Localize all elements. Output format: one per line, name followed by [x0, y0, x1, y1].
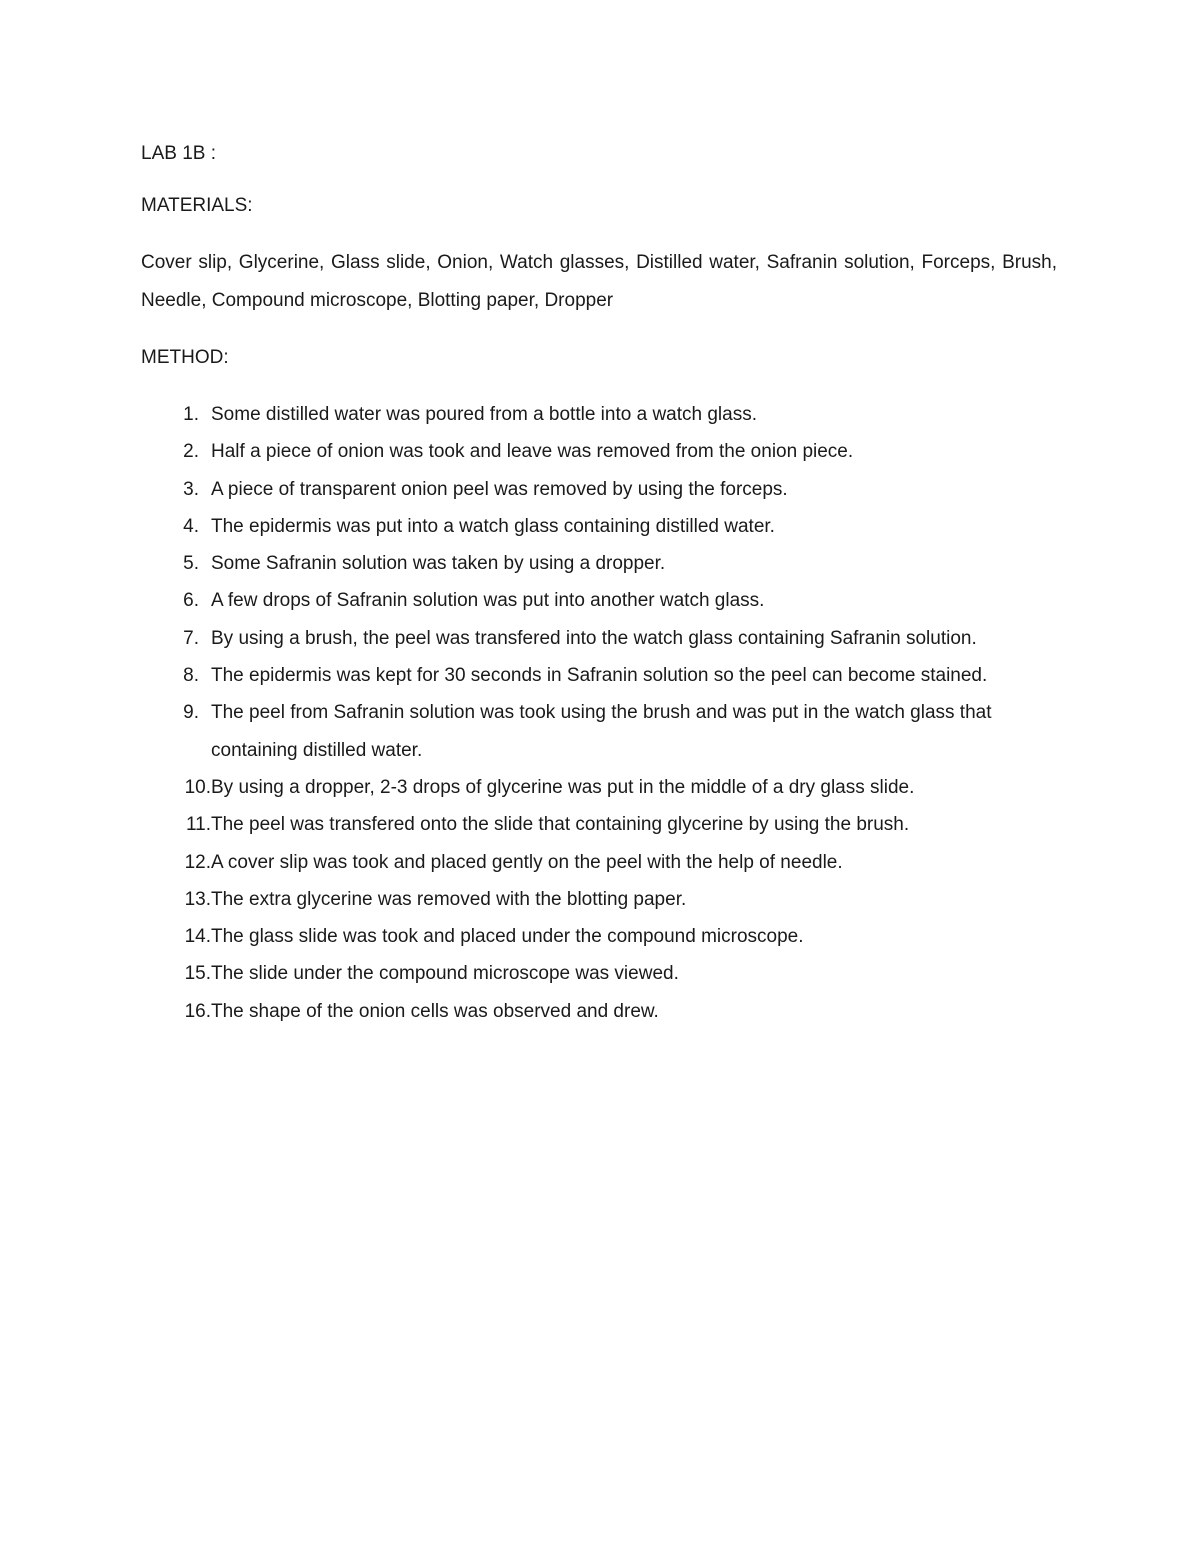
method-steps-list [141, 396, 1057, 1030]
step-text: By using a dropper, 2-3 drops of glycerine was put in the middle of a dry glass slide. [211, 776, 915, 798]
method-step [141, 955, 1057, 992]
step-number: 3. [183, 478, 199, 500]
step-number: 10. [184, 776, 211, 798]
method-step [141, 620, 1057, 657]
step-text: The glass slide was took and placed under the compound microscope. [211, 926, 804, 948]
step-text: The epidermis was put into a watch glass containing distilled water. [211, 515, 775, 537]
step-number: 14. [184, 926, 211, 948]
step-number: 1. [183, 404, 199, 425]
step-number: 11. [185, 814, 211, 836]
step-number: 2. [183, 441, 199, 463]
step-number: 5. [183, 553, 199, 575]
method-step [141, 657, 1057, 694]
step-number: 7. [183, 627, 199, 649]
method-step [141, 844, 1057, 881]
step-text: The peel was transfered onto the slide that containing glycerine by using the brush. [211, 814, 910, 836]
step-number: 6. [183, 590, 199, 612]
step-number: 9. [183, 702, 199, 724]
step-number: 4. [183, 515, 199, 537]
step-number: 8. [183, 665, 199, 687]
method-step [141, 769, 1057, 806]
step-number: 16. [184, 1000, 211, 1022]
method-step [141, 918, 1057, 955]
step-number: 13. [184, 888, 211, 910]
lab-title: LAB 1B : [141, 143, 216, 164]
method-step [141, 471, 1057, 508]
step-text: The slide under the compound microscope was viewed. [211, 963, 679, 985]
step-text: The shape of the onion cells was observed and drew. [211, 1000, 659, 1022]
step-number: 12. [184, 851, 211, 873]
step-text: Some Safranin solution was taken by using a dropper. [211, 553, 666, 575]
step-text: A piece of transparent onion peel was removed by using the forceps. [211, 478, 788, 500]
step-text: Half a piece of onion was took and leave was removed from the onion piece. [211, 441, 854, 463]
method-step [141, 545, 1057, 582]
step-number: 15. [184, 963, 211, 985]
step-text: By using a brush, the peel was transfered into the watch glass containing Safranin solution. [211, 627, 977, 649]
method-heading: METHOD: [141, 347, 229, 368]
method-step [141, 396, 1057, 433]
method-step [141, 582, 1057, 619]
step-text: A few drops of Safranin solution was put into another watch glass. [211, 590, 765, 612]
step-text: Some distilled water was poured from a bottle into a watch glass. [211, 404, 757, 425]
step-text: The extra glycerine was removed with the blotting paper. [211, 888, 687, 910]
document-page [141, 140, 1057, 1030]
method-step [141, 694, 1057, 769]
step-text: A cover slip was took and placed gently on the peel with the help of needle. [211, 851, 843, 873]
step-text: The epidermis was kept for 30 seconds in Safranin solution so the peel can become stained. [211, 665, 988, 687]
materials-list: Cover slip, Glycerine, Glass slide, Onion, Watch glasses, Distilled water, Safranin solution, Forceps, Brush, Needle, Compound microscope, Blotting paper, Dropper [141, 252, 1057, 311]
method-step [141, 433, 1057, 470]
step-text: The peel from Safranin solution was took using the brush and was put in the watch glass that containing distilled water. [211, 702, 992, 761]
method-step [141, 806, 1057, 843]
method-step [141, 993, 1057, 1030]
method-step [141, 508, 1057, 545]
materials-heading: MATERIALS: [141, 195, 253, 216]
method-step [141, 881, 1057, 918]
